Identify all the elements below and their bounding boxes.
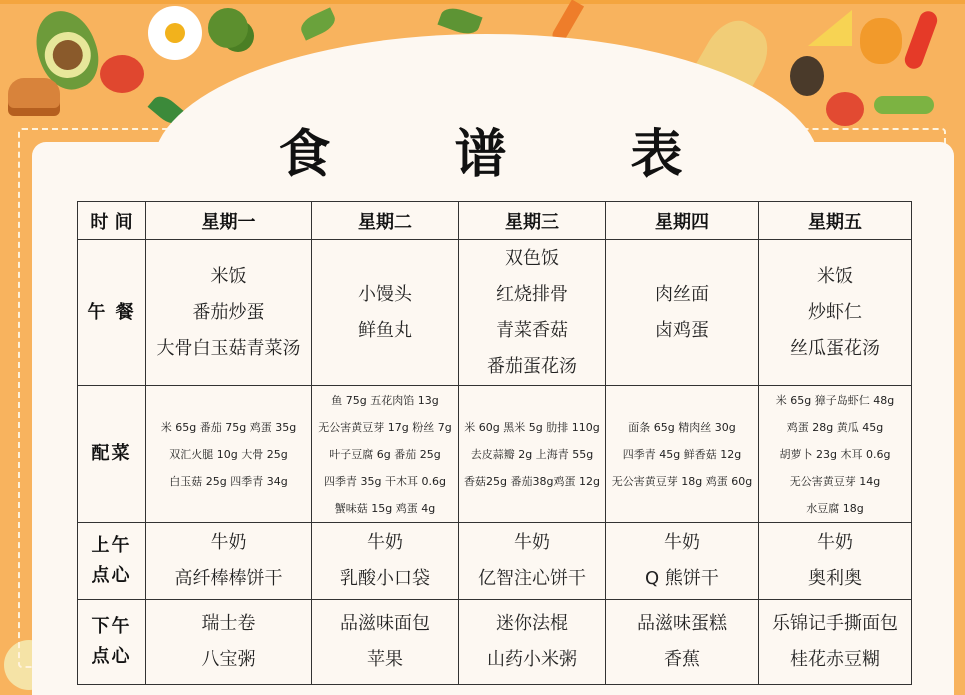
row-label-line: 下午 [91, 616, 132, 637]
menu-item: 米 60g 黑米 5g 肋排 110g [464, 420, 600, 434]
menu-item: 米饭 [210, 265, 247, 287]
menu-item: 青菜香菇 [496, 319, 568, 341]
menu-cell [312, 386, 459, 523]
chili-icon [902, 9, 939, 72]
row-label-line: 午 餐 [87, 301, 136, 323]
burger-icon [8, 78, 60, 108]
row-label-line: 点心 [91, 646, 132, 667]
menu-item: 香蕉 [664, 649, 700, 670]
menu-item: 无公害黄豆芽 14g [789, 474, 881, 488]
menu-item: 鸡蛋 28g 黄瓜 45g [786, 420, 884, 434]
page-title [0, 112, 965, 187]
menu-cell [146, 600, 312, 685]
menu-item: 鲜鱼丸 [358, 319, 412, 341]
menu-item: 番茄炒蛋 [192, 301, 265, 323]
menu-item: 四季青 35g 干木耳 0.6g [324, 474, 446, 488]
eggplant-icon [790, 56, 824, 96]
menu-item: 迷你法棍 [496, 613, 568, 634]
menu-cell [606, 523, 759, 600]
menu-item: 去皮蒜瓣 2g 上海青 55g [470, 447, 594, 461]
menu-item: 大骨白玉菇青菜汤 [156, 337, 301, 359]
menu-item: 高纤棒棒饼干 [174, 568, 283, 589]
menu-item: 水豆腐 18g [806, 501, 864, 515]
menu-item: 米 65g 獐子岛虾仁 48g [775, 393, 895, 407]
menu-item: 胡萝卜 23g 木耳 0.6g [779, 447, 891, 461]
menu-item: 山药小米粥 [487, 649, 577, 670]
menu-item: 丝瓜蛋花汤 [790, 337, 880, 359]
menu-item: Q 熊饼干 [645, 568, 719, 589]
menu-item: 肉丝面 [655, 283, 709, 305]
menu-cell [459, 600, 606, 685]
menu-item: 叶子豆腐 6g 番茄 25g [329, 447, 441, 461]
menu-item: 米饭 [817, 265, 853, 287]
leaf-icon [437, 4, 482, 38]
menu-item: 乐锦记手撕面包 [772, 613, 898, 634]
menu-item: 牛奶 [664, 532, 700, 553]
menu-item: 鱼 75g 五花肉馅 13g [331, 393, 439, 407]
menu-item: 白玉菇 25g 四季青 34g [169, 474, 288, 488]
menu-cell [146, 386, 312, 523]
side-dish-row [78, 386, 912, 523]
menu-item: 苹果 [367, 649, 403, 670]
menu-item: 八宝粥 [201, 649, 256, 670]
menu-cell [759, 240, 912, 386]
menu-item: 无公害黄豆芽 18g 鸡蛋 60g [611, 474, 753, 488]
menu-item: 香菇25g 番茄38g鸡蛋 12g [464, 474, 600, 488]
row-label-line: 上午 [91, 535, 132, 556]
menu-item: 番茄蛋花汤 [487, 355, 577, 377]
menu-item: 品滋味面包 [340, 613, 430, 634]
bell-pepper-icon [860, 18, 902, 64]
day-header: 星期二 [312, 202, 459, 240]
menu-cell [459, 240, 606, 386]
menu-item: 米 65g 番茄 75g 鸡蛋 35g [160, 420, 297, 434]
row-label [78, 600, 146, 685]
menu-item: 无公害黄豆芽 17g 粉丝 7g [318, 420, 452, 434]
row-label [78, 240, 146, 386]
menu-item: 乳酸小口袋 [340, 568, 430, 589]
menu-cell [459, 523, 606, 600]
tomato-icon [100, 55, 144, 93]
morning-snack-row [78, 523, 912, 600]
menu-item: 蟹味菇 15g 鸡蛋 4g [334, 501, 436, 515]
menu-cell [606, 600, 759, 685]
day-header: 星期三 [459, 202, 606, 240]
menu-cell [759, 600, 912, 685]
menu-item: 炒虾仁 [808, 301, 862, 323]
time-header: 时 间 [78, 202, 146, 240]
afternoon-snack-row [78, 600, 912, 685]
menu-item: 奥利奥 [808, 568, 862, 589]
menu-item: 牛奶 [367, 532, 403, 553]
menu-item: 牛奶 [210, 532, 247, 553]
lunch-row [78, 240, 912, 386]
menu-cell [606, 386, 759, 523]
leaf-icon [297, 7, 338, 40]
menu-cell [312, 523, 459, 600]
menu-cell [759, 523, 912, 600]
menu-cell [459, 386, 606, 523]
menu-cell [606, 240, 759, 386]
menu-item: 四季青 45g 鲜香菇 12g [622, 447, 742, 461]
menu-item: 亿智注心饼干 [478, 568, 586, 589]
broccoli-icon [208, 8, 248, 48]
row-label-line: 点心 [91, 565, 132, 586]
menu-cell [146, 523, 312, 600]
menu-item: 红烧排骨 [496, 283, 568, 305]
header-row [78, 202, 912, 240]
menu-item: 牛奶 [514, 532, 550, 553]
fried-egg-icon [148, 6, 202, 60]
menu-cell [312, 600, 459, 685]
row-label-line: 配菜 [91, 443, 132, 464]
menu-table [77, 201, 912, 685]
menu-item: 双色饭 [505, 247, 559, 269]
menu-cell [146, 240, 312, 386]
cheese-icon [808, 10, 852, 46]
day-header: 星期四 [606, 202, 759, 240]
menu-item: 小馒头 [358, 283, 412, 305]
title-char: 谱 [454, 124, 631, 185]
menu-item: 瑞士卷 [201, 613, 256, 634]
menu-cell [312, 240, 459, 386]
menu-item: 双汇火腿 10g 大骨 25g [169, 447, 288, 461]
title-char: 表 [630, 124, 807, 185]
row-label [78, 523, 146, 600]
menu-item: 卤鸡蛋 [655, 319, 709, 341]
menu-item: 桂花赤豆糊 [790, 649, 880, 670]
day-header: 星期五 [759, 202, 912, 240]
menu-cell [759, 386, 912, 523]
menu-item: 面条 65g 精肉丝 30g [628, 420, 736, 434]
menu-item: 品滋味蛋糕 [637, 613, 727, 634]
menu-item: 牛奶 [817, 532, 853, 553]
row-label [78, 386, 146, 523]
title-char: 食 [278, 124, 455, 185]
background-top-strip [0, 0, 965, 4]
day-header: 星期一 [146, 202, 312, 240]
